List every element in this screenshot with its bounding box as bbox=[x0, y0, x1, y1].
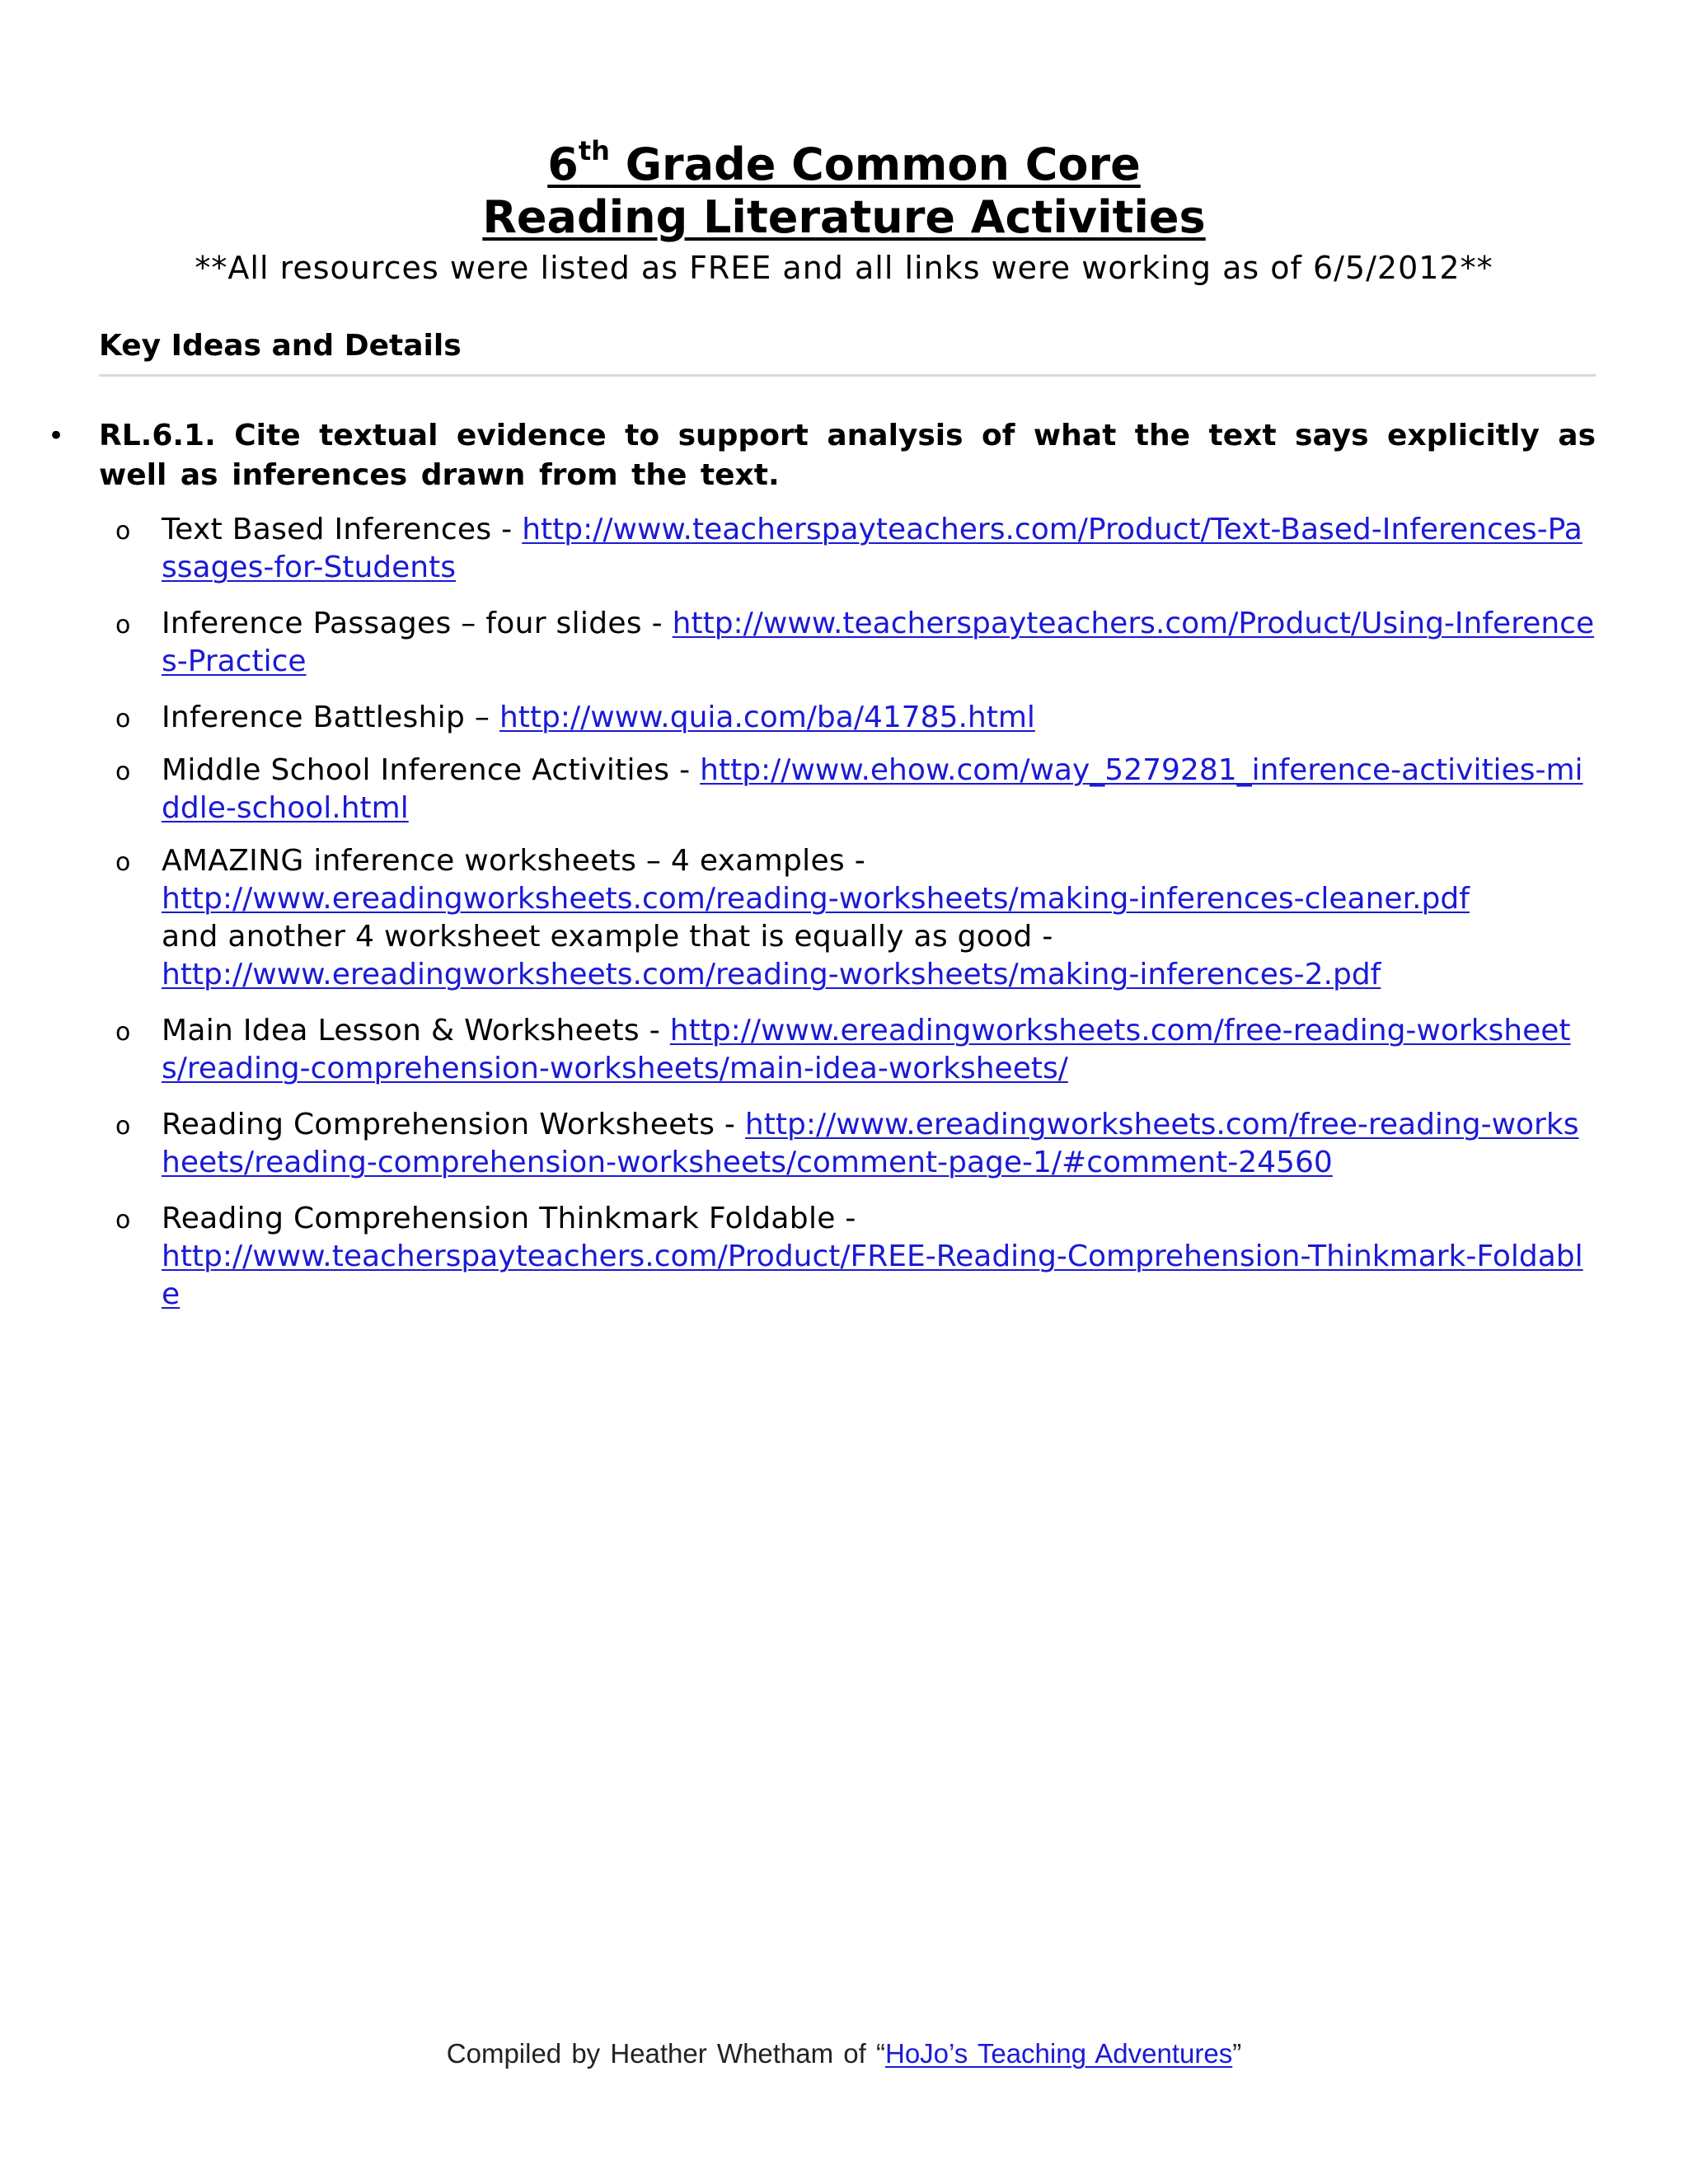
footer-prefix: Compiled by Heather Whetham of “ bbox=[446, 2038, 885, 2069]
circle-bullet-icon: o bbox=[115, 705, 131, 733]
circle-bullet-icon: o bbox=[115, 848, 131, 877]
title-grade-number: 6 bbox=[547, 138, 579, 190]
resource-link[interactable]: http://www.teacherspayteachers.com/Product/Using-Inferences-Practice bbox=[162, 607, 1595, 678]
resource-list bbox=[115, 511, 1596, 1332]
resource-link[interactable]: http://www.ehow.com/way_5279281_inference-activities-middle-school.html bbox=[162, 753, 1583, 825]
page-title bbox=[0, 135, 1688, 191]
circle-bullet-icon: o bbox=[115, 1112, 131, 1141]
resource-label: Inference Battleship – bbox=[162, 701, 499, 734]
resource-label: Middle School Inference Activities - bbox=[162, 753, 701, 787]
page-subtitle-heading: Reading Literature Activities bbox=[482, 191, 1206, 243]
circle-bullet-icon: o bbox=[115, 517, 131, 546]
resource-label: Text Based Inferences - bbox=[162, 513, 523, 546]
resource-label: Inference Passages – four slides - bbox=[162, 607, 673, 640]
resource-item bbox=[115, 605, 1596, 681]
footer-suffix: ” bbox=[1232, 2038, 1242, 2069]
circle-bullet-icon: o bbox=[115, 1206, 131, 1235]
standard-item bbox=[43, 416, 1596, 495]
resource-link[interactable]: http://www.ereadingworksheets.com/free-reading-worksheets/reading-comprehension-worksheets/main-idea-worksheets/ bbox=[162, 1014, 1571, 1085]
bullet-icon: • bbox=[48, 419, 65, 452]
circle-bullet-icon: o bbox=[115, 1018, 131, 1047]
resource-label: AMAZING inference worksheets – 4 examples - bbox=[162, 844, 865, 878]
resource-item bbox=[115, 699, 1596, 737]
title-superscript: th bbox=[578, 135, 610, 166]
resource-link-secondary[interactable]: http://www.ereadingworksheets.com/reading-worksheets/making-inferences-2.pdf bbox=[162, 958, 1381, 991]
circle-bullet-icon: o bbox=[115, 611, 131, 640]
resource-link[interactable]: http://www.teacherspayteachers.com/Product/FREE-Reading-Comprehension-Thinkmark-Foldable bbox=[162, 1240, 1583, 1311]
resource-item bbox=[115, 1200, 1596, 1314]
section-heading: Key Ideas and Details bbox=[99, 329, 462, 363]
section-divider bbox=[99, 374, 1596, 377]
circle-bullet-icon: o bbox=[115, 757, 131, 786]
resource-item bbox=[115, 1106, 1596, 1182]
resource-item bbox=[115, 752, 1596, 827]
title-block bbox=[0, 135, 1688, 288]
title-grade-text: Grade Common Core bbox=[609, 138, 1141, 190]
standard-text: RL.6.1. Cite textual evidence to support analysis of what the text says explicitly as well as inferences drawn from the text. bbox=[99, 419, 1596, 492]
resource-link[interactable]: http://www.ereadingworksheets.com/reading-worksheets/making-inferences-cleaner.pdf bbox=[162, 882, 1470, 916]
resource-label: Reading Comprehension Thinkmark Foldable - bbox=[162, 1202, 856, 1235]
resource-link[interactable]: http://www.ereadingworksheets.com/free-reading-worksheets/reading-comprehension-worksheets/comment-page-1/#comment-24560 bbox=[162, 1108, 1579, 1179]
resource-item bbox=[115, 1012, 1596, 1088]
resource-label: Main Idea Lesson & Worksheets - bbox=[162, 1014, 670, 1047]
resource-item bbox=[115, 511, 1596, 587]
resource-label: Reading Comprehension Worksheets - bbox=[162, 1108, 745, 1141]
resource-link[interactable]: http://www.quia.com/ba/41785.html bbox=[499, 701, 1035, 734]
footer-credit bbox=[0, 2036, 1688, 2072]
footer-blog-link[interactable]: HoJo’s Teaching Adventures bbox=[885, 2038, 1233, 2069]
resources-note: **All resources were listed as FREE and all links were working as of 6/5/2012** bbox=[195, 250, 1493, 286]
resource-link[interactable]: http://www.teacherspayteachers.com/Product/Text-Based-Inferences-Passages-for-Students bbox=[162, 513, 1582, 584]
resource-label-secondary: and another 4 worksheet example that is equally as good - bbox=[162, 920, 1053, 954]
resource-item bbox=[115, 842, 1596, 994]
